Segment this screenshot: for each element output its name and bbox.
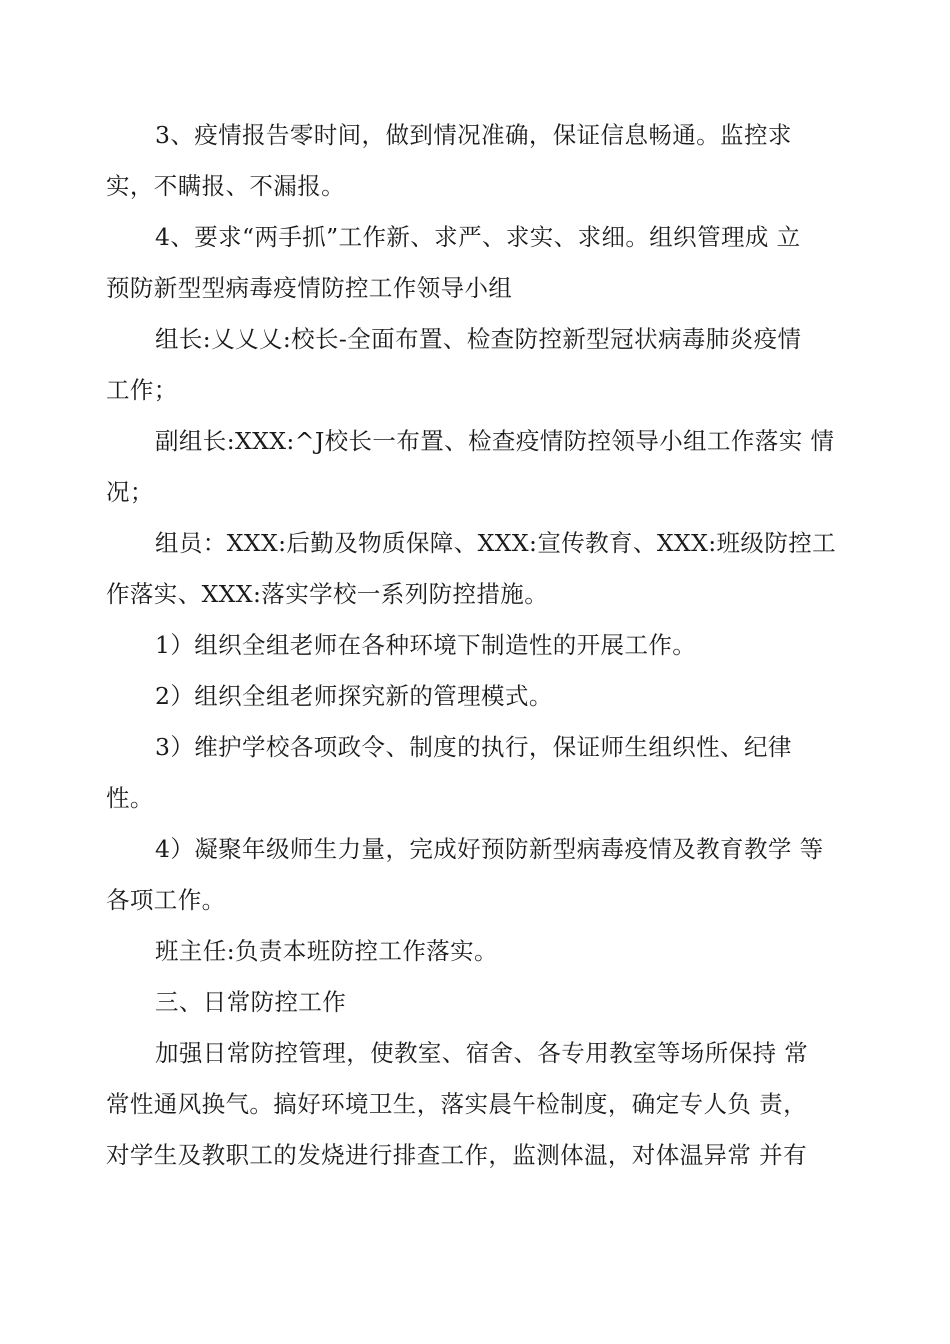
paragraph-line: 3）维护学校各项政令、制度的执行，保证师生组织性、纪律 <box>155 733 792 761</box>
paragraph-line: 各项工作。 <box>106 886 226 914</box>
paragraph-line: 加强日常防控管理，使教室、宿舍、各专用教室等场所保持 常 <box>155 1039 809 1067</box>
paragraph-line: 实，不瞒报、不漏报。 <box>106 172 345 200</box>
paragraph-line: 工作； <box>106 376 178 404</box>
paragraph-group-leader <box>106 314 846 416</box>
paragraph-line: 4）凝聚年级师生力量，完成好预防新型病毒疫情及教育教学 等 <box>155 835 824 863</box>
paragraph-line: 1）组织全组老师在各种环境下制造性的开展工作。 <box>155 631 697 659</box>
paragraph-members <box>106 518 846 620</box>
paragraph-line: 副组长:XXX:^J校长一布置、检查疫情防控领导小组工作落实 情 <box>155 427 835 455</box>
list-item-4 <box>106 824 846 926</box>
section-heading: 三、日常防控工作 <box>155 988 347 1016</box>
paragraph-line: 预防新型型病毒疫情防控工作领导小组 <box>106 274 513 302</box>
paragraph-class-teacher <box>106 926 846 977</box>
list-item-2 <box>106 671 846 722</box>
paragraph-line: 况； <box>106 478 154 506</box>
section-heading-daily-prevention <box>106 977 846 1028</box>
paragraph-daily-management <box>106 1028 846 1181</box>
paragraph-line: 常性通风换气。搞好环境卫生，落实晨午检制度，确定专人负 责， <box>106 1090 807 1118</box>
list-item-1 <box>106 620 846 671</box>
list-item-3 <box>106 722 846 824</box>
document-page <box>106 110 846 1181</box>
paragraph-line: 组长:乂乂乂:校长-全面布置、检查防控新型冠状病毒肺炎疫情 <box>155 325 802 353</box>
paragraph-line: 组员：XXX:后勤及物质保障、XXX:宣传教育、XXX:班级防控工 <box>155 529 837 557</box>
paragraph-line: 对学生及教职工的发烧进行排查工作，监测体温，对体温异常 并有 <box>106 1141 807 1169</box>
paragraph-line: 3、疫情报告零时间，做到情况准确，保证信息畅通。监控求 <box>155 121 792 149</box>
paragraph-line: 性。 <box>106 784 154 812</box>
paragraph-deputy-leader <box>106 416 846 518</box>
paragraph-line: 作落实、XXX:落实学校一系列防控措施。 <box>106 580 549 608</box>
paragraph-report-zero-time <box>106 110 846 212</box>
paragraph-line: 2）组织全组老师探究新的管理模式。 <box>155 682 553 710</box>
paragraph-line: 4、要求“两手抓”工作新、求严、求实、求细。组织管理成 立 <box>155 223 801 251</box>
paragraph-line: 班主任:负责本班防控工作落实。 <box>155 937 498 965</box>
paragraph-two-hands <box>106 212 846 314</box>
